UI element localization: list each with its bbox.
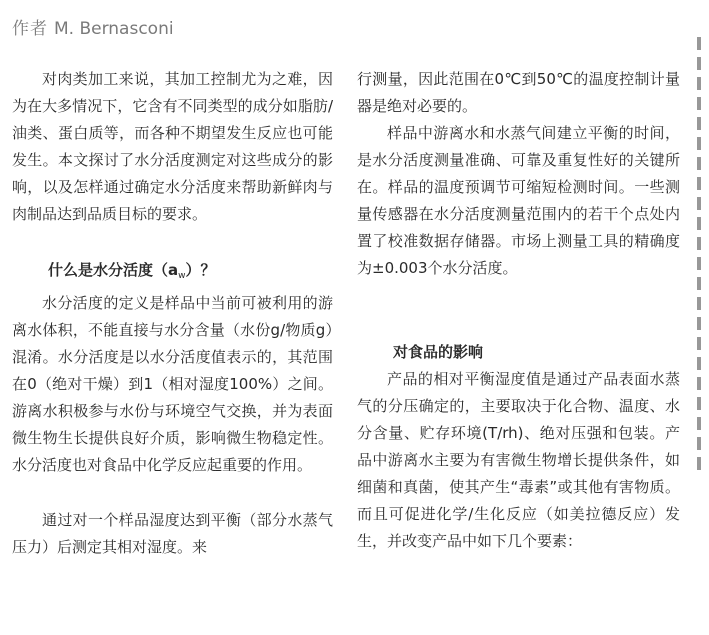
section-heading-water-activity [12,257,333,290]
author-line [12,14,174,39]
text-fragment [697,397,701,410]
heading-end: ）？ [185,261,216,279]
text-fragment [697,297,701,310]
definition-paragraph: 水分活度的定义是样品中当前可被利用的游离水体积，不能直接与水分含量（水份g/物质g）混淆。水分活度是以水分活度值表示的，其范围在0（绝对干燥）到1（相对湿度100%）之间。游离水积极参与水份与环境空气交换，并为表面微生物生长提供良好介质，影响微生物稳定性。水分活度也对食品中化学反应起重要的作用。 [12,294,333,474]
author-name: M. Bernasconi [54,19,174,39]
author-label: 作者 [12,19,48,39]
text-fragment [697,337,701,350]
text-fragment [697,237,701,250]
text-fragment [697,197,701,210]
spacer [12,228,333,257]
text-fragment [697,57,701,70]
equilibrium-paragraph: 样品中游离水和水蒸气间建立平衡的时间，是水分活度测量准确、可靠及重复性好的关键所在。样品的温度预调节可缩短检测时间。一些测量传感器在水分活度测量范围内的若干个点处内置了校准数据存储器。市场上测量工具的精确度为±0.003个水分活度。 [357,124,680,277]
food-impact-paragraph: 产品的相对平衡湿度值是通过产品表面水蒸气的分压确定的，主要取决于化合物、温度、水分含量、贮存环境(T/rh)、绝对压强和包装。产品中游离水主要为有害微生物增长提供条件，如细菌和真菌，使其产生“毒素”或其他有害物质。而且可促进化学/生化反应（如美拉德反应）发生，并改变产品中如下几个要素： [357,370,680,550]
text-fragment [697,357,701,370]
text-fragment [697,137,701,150]
text-fragment [697,317,701,330]
spacer [357,311,680,339]
spacer [12,479,333,507]
next-column-edge [697,30,709,630]
article-column-right [357,66,680,555]
spacer [357,282,680,311]
text-fragment [697,257,701,270]
text-fragment [697,177,701,190]
intro-paragraph: 对肉类加工来说，其加工控制尤为之难，因为在大多情况下，它含有不同类型的成分如脂肪/油类、蛋白质等，而各种不期望发生反应也可能发生。本文探讨了水分活度测定对这些成分的影响，以及怎样通过确定水分活度来帮助新鲜肉与肉制品达到品质目标的要求。 [12,70,333,223]
text-fragment [697,97,701,110]
text-fragment [697,417,701,430]
article-column-left [12,66,333,561]
text-fragment [697,277,701,290]
text-fragment [697,377,701,390]
text-fragment [697,117,701,130]
text-fragment [697,437,701,450]
measurement-paragraph-start: 通过对一个样品湿度达到平衡（部分水蒸气压力）后测定其相对湿度。来 [12,511,333,556]
text-fragment [697,157,701,170]
measurement-paragraph-cont: 行测量，因此范围在0℃到50℃的温度控制计量器是绝对必要的。 [357,70,680,115]
text-fragment [697,217,701,230]
section-heading-food-impact: 对食品的影响 [393,343,484,361]
text-fragment [697,37,701,50]
text-fragment [697,77,701,90]
text-fragment [697,457,701,470]
heading-subscript: w [178,271,186,281]
heading-text: 什么是水分活度（a [48,261,179,279]
